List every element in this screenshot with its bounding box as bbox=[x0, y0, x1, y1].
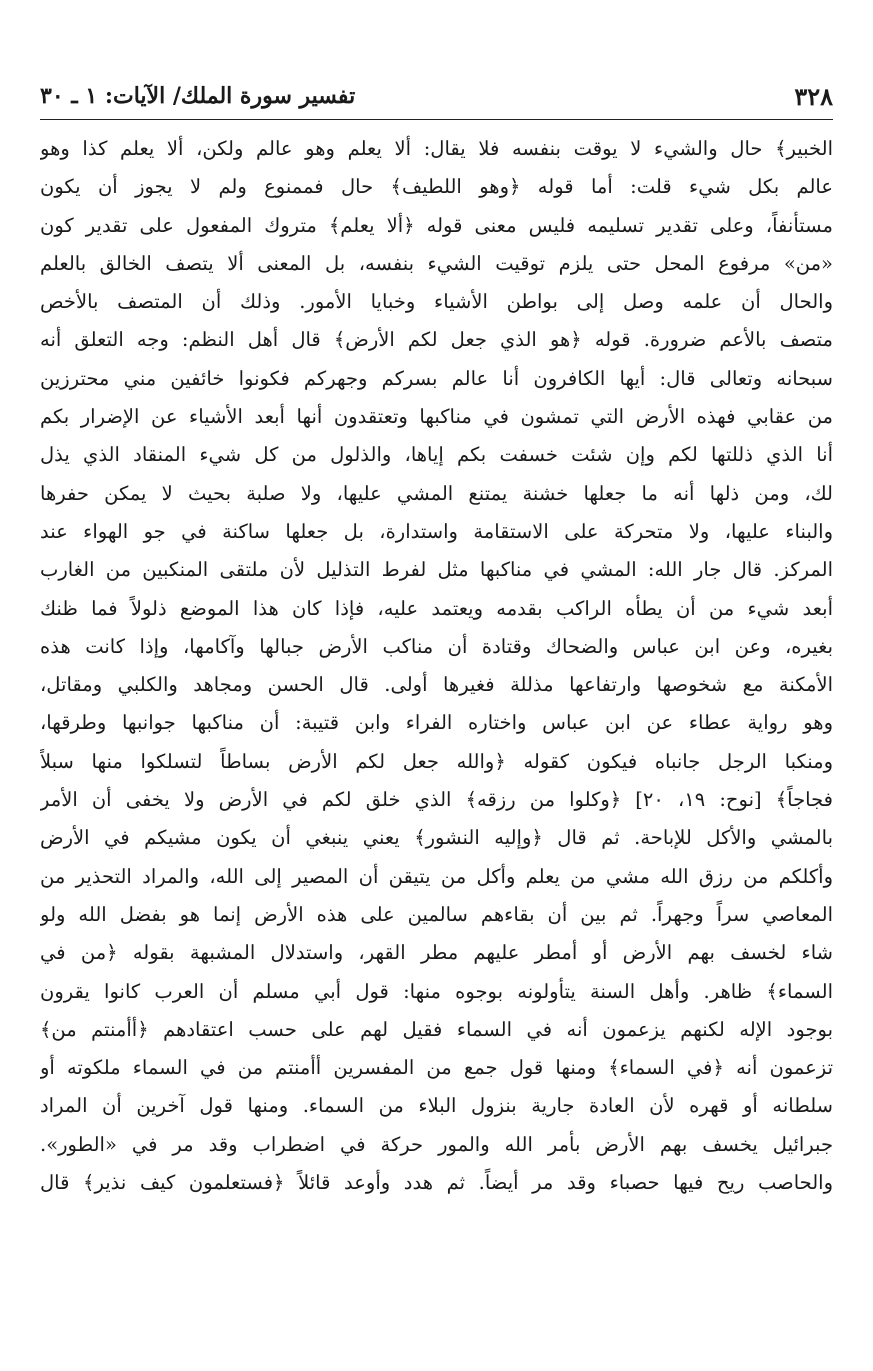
text-line: وأكلكم من رزق الله مشي من يعلم وأكل من يتيقن أن المصير إلى الله، والمراد التحذير من bbox=[40, 864, 833, 888]
text-line: سلطانه أو قهره لأن العادة جارية بنزول البلاء من السماء. ومنها قول آخرين أن المراد bbox=[40, 1094, 833, 1118]
text-line: عالم بكل شيء قلت: أما قوله ﴿وهو اللطيف﴾ حال فممنوع ولم لا يجوز أن يكون bbox=[40, 175, 833, 199]
text-line: لك، ومن ذلها أنه ما جعلها خشنة يمتنع المشي عليها، ولا صلبة بحيث لا يمكن حفرها bbox=[40, 481, 833, 505]
text-line: من عقابي فهذه الأرض التي تمشون في مناكبها وتعتقدون أنها أبعد الأشياء عن الإضرار بكم bbox=[40, 405, 833, 429]
text-line: جبرائيل يخسف بهم الأرض بأمر الله والمور حركة في اضطراب وقد مر في «الطور». bbox=[40, 1132, 833, 1156]
text-line: السماء﴾ ظاهر. وأهل السنة يتأولونه بوجوه منها: قول أبي مسلم أن العرب كانوا يقرون bbox=[40, 979, 833, 1003]
running-title: تفسير سورة الملك/ الآيات: ١ ـ ٣٠ bbox=[40, 83, 356, 109]
text-line: أنا الذي ذللتها لكم وإن شئت خسفت بكم إياها، والذلول من كل شيء المنقاد الذي يذل bbox=[40, 443, 833, 467]
text-line: تزعمون أنه ﴿في السماء﴾ ومنها قول جمع من المفسرين أأمنتم من في السماء ملكوته أو bbox=[40, 1056, 833, 1080]
text-line: شاء لخسف بهم الأرض أو أمطر عليهم مطر القهر، واستدلال المشبهة بقوله ﴿من في bbox=[40, 941, 833, 965]
text-line: بوجود الإله لكنهم يزعمون أنه في السماء فقيل لهم على حسب اعتقادهم ﴿أأمنتم من﴾ bbox=[40, 1017, 833, 1041]
text-line: أبعد شيء من أن يطأه الراكب بقدمه ويعتمد عليه، فإذا كان هذا الموضع ذلولاً فما ظنك bbox=[40, 596, 833, 620]
text-line: الأمكنة مع شخوصها وارتفاعها مذللة فغيرها أولى. قال الحسن ومجاهد والكلبي ومقاتل، bbox=[40, 673, 833, 697]
header-rule bbox=[40, 119, 833, 120]
text-line: «من» مرفوع المحل حتى يلزم توقيت الشيء بنفسه، بل المعنى ألا يتصف الخالق بالعلم bbox=[40, 251, 833, 275]
text-line: والبناء عليها، ولا متحركة على الاستقامة واستدارة، بل جعلها ساكنة في جو الهواء عند bbox=[40, 519, 833, 543]
page-header bbox=[40, 78, 833, 114]
text-line: الخبير﴾ حال والشيء لا يوقت بنفسه فلا يقال: ألا يعلم وهو عالم ولكن، ألا يعلم كذا وهو bbox=[40, 137, 833, 160]
text-line: المعاصي سراً وجهراً. ثم بين أن بقاءهم سالمين على هذه الأرض إنما هو بفضل الله ولو bbox=[40, 902, 833, 926]
page-number: ٣٢٨ bbox=[794, 81, 833, 111]
text-line: مستأنفاً، وعلى تقدير تسليمه فليس معنى قوله ﴿ألا يعلم﴾ متروك المفعول على تقدير كون bbox=[40, 213, 833, 237]
text-line: وهو رواية عطاء عن ابن عباس واختاره الفراء وابن قتيبة: أن مناكبها جوانبها وطرقها، bbox=[40, 711, 833, 735]
text-line: سبحانه وتعالى قال: أيها الكافرون أنا عالم بسركم وجهركم فكونوا خائفين مني محترزين bbox=[40, 366, 833, 390]
text-line: ومنكبا الرجل جانباه فيكون كقوله ﴿والله جعل لكم الأرض بساطاً لتسلكوا منها سبلاً bbox=[40, 749, 833, 773]
text-line: والحاصب ريح فيها حصباء وقد مر أيضاً. ثم هدد وأوعد قائلاً ﴿فستعلمون كيف نذير﴾ قال bbox=[40, 1171, 833, 1195]
text-line: متصف بالأعم ضرورة. قوله ﴿هو الذي جعل لكم الأرض﴾ قال أهل النظم: وجه التعلق أنه bbox=[40, 328, 833, 352]
text-line: المركز. قال جار الله: المشي في مناكبها مثل لفرط التذليل لأن ملتقى المنكبين من الغارب bbox=[40, 558, 833, 582]
text-line: بالمشي والأكل للإباحة. ثم قال ﴿وإليه النشور﴾ يعني ينبغي أن يكون مشيكم في الأرض bbox=[40, 826, 833, 850]
text-line: بغيره، وعن ابن عباس والضحاك وقتادة أن مناكب الأرض جبالها وآكامها، وإذا كانت هذه bbox=[40, 634, 833, 658]
text-line: فجاجاً﴾ [نوح: ١٩، ٢٠] ﴿وكلوا من رزقه﴾ الذي خلق لكم في الأرض ولا يخفى أن الأمر bbox=[40, 788, 833, 812]
text-line: والحال أن علمه وصل إلى بواطن الأشياء وخبايا الأمور. وذلك أن المتصف بالأخص bbox=[40, 290, 833, 314]
body-text bbox=[40, 130, 833, 1202]
